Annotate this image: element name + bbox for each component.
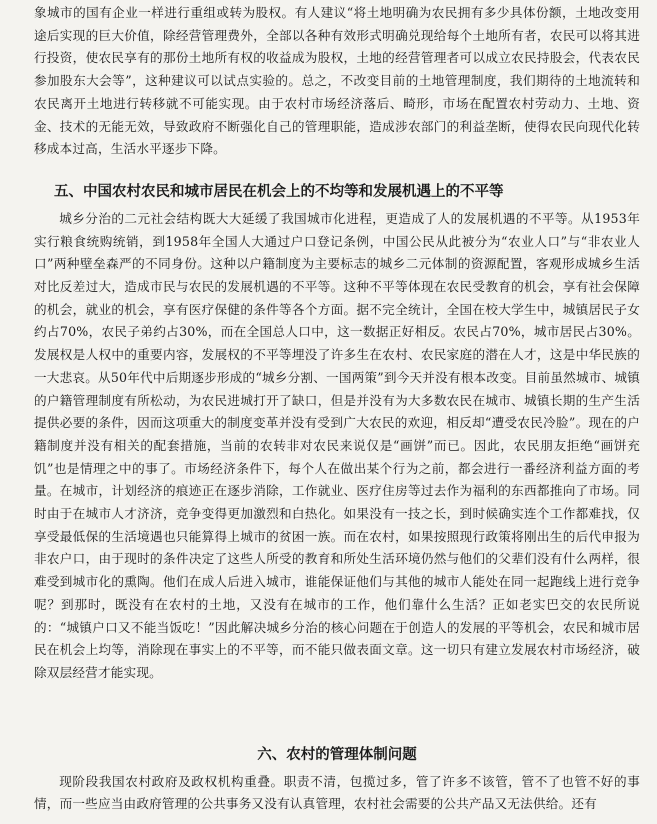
paragraph-urban-rural-inequality: 城乡分治的二元社会结构既大大延缓了我国城市化进程，更造成了人的发展机遇的不平等。从1953年实行粮食统购统销，到1958年全国人大通过户口登记条例，中国公民从此被分为“农业人口”与“非农业人口”两种壁垒森严的不同身份。这种以户籍制度为主要标志的城乡二元体制的资源配置，客观形成城乡生活对比反差过大，造成市民与农民的发展机遇的不平等。这种不平等体现在农民受教育的机会，享有社会保障的机会，就业的机会，享有医疗保健的条件等各个方面。据不完全统计，全国在校大学生中，城镇居民子女约占70%，农民子弟约占30%，而在全国总人口中，这一数据正好相反。农民占70%，城市居民占30%。发展权是人权中的重要内容，发展权的不平等埋没了许多生在农村、农民家庭的潜在人才，这是中华民族的一大悲哀。从50年代中后期逐步形成的“城乡分割、一国两策”到今天并没有根本改变。目前虽然城市、城镇的户籍管理制度有所松动，为农民进城打开了缺口，但是并没有为大多数农民在城市、城镇长期的生产生活提供必要的条件，因而这项重大的制度变革并没有受到广大农民的欢迎，相反却“遭受农民冷脸”。现在的户籍制度并没有相关的配套措施，当前的农转非对农民来说仅是“画饼”而已。因此，农民朋友拒绝“画饼充饥”也是情理之中的事了。市场经济条件下，每个人在做出某个行为之前，都会进行一番经济利益方面的考量。在城市，计划经济的痕迹正在逐步消除，工作就业、医疗住房等过去作为福利的东西都推向了市场。同时由于在城市人才济济，竞争变得更加激烈和白热化。如果没有一技之长，到时候确实连个工作都难找，仅享受最低保的生活境遇也只能算得上城市的贫困一族。而在农村，如果按照现行政策将刚出生的后代申报为非农户口，由于现时的条件决定了这些人所受的教育和所处生活环境仍然与他们的父辈们没有什么两样，很难受到城市化的熏陶。他们在成人后进入城市，谁能保证他们与其他的城市人能处在同一起跑线上进行竞争呢？到那时，既没有在农村的土地，又没有在城市的工作，他们靠什么生活？正如老实巴交的农民所说的：“城镇户口又不能当饭吃！”因此解决城乡分治的核心问题在于创造人的发展的平等机会，农民和城市居民在机会上均等，消除现在事实上的不平等，而不能只做表面文章。这一切只有建立发展农村市场经济，破除双层经营才能实现。 [34,210,640,680]
paragraph-management-system: 现阶段我国农村政府及政权机构重叠。职责不清，包揽过多，管了许多不该管，管不了也管不好的事情，而一些应当由政府管理的公共事务又没有认真管理，农村社会需要的公共产品又无法供给。还有 [34,773,640,812]
section-heading-6: 六、农村的管理体制问题 [257,746,417,763]
section-heading-5: 五、中国农村农民和城市居民在机会上的不均等和发展机遇上的不平等 [54,183,504,200]
paragraph-land-reform: 象城市的国有企业一样进行重组或转为股权。有人建议“将土地明确为农民拥有多少具体份额，土地改变用途后实现的巨大价值，除经营管理费外，全部以各种有效形式明确兑现给每个土地所有者，农民可以将其进行投资，使农民享有的那份土地所有权的收益成为股权，土地的经营管理者可以成立农民持股会，代表农民参加股东大会等”，这种建议可以试点实验的。总之，不改变目前的土地管理制度，我们期待的土地流转和农民离开土地进行转移就不可能实现。由于农村市场经济落后、畸形，市场在配置农村劳动力、土地、资金、技术的无能无效，导致政府不断强化自己的管理职能，造成涉农部门的利益垄断，使得农民向现代化转移成本过高，生活水平逐步下降。 [34,5,640,157]
